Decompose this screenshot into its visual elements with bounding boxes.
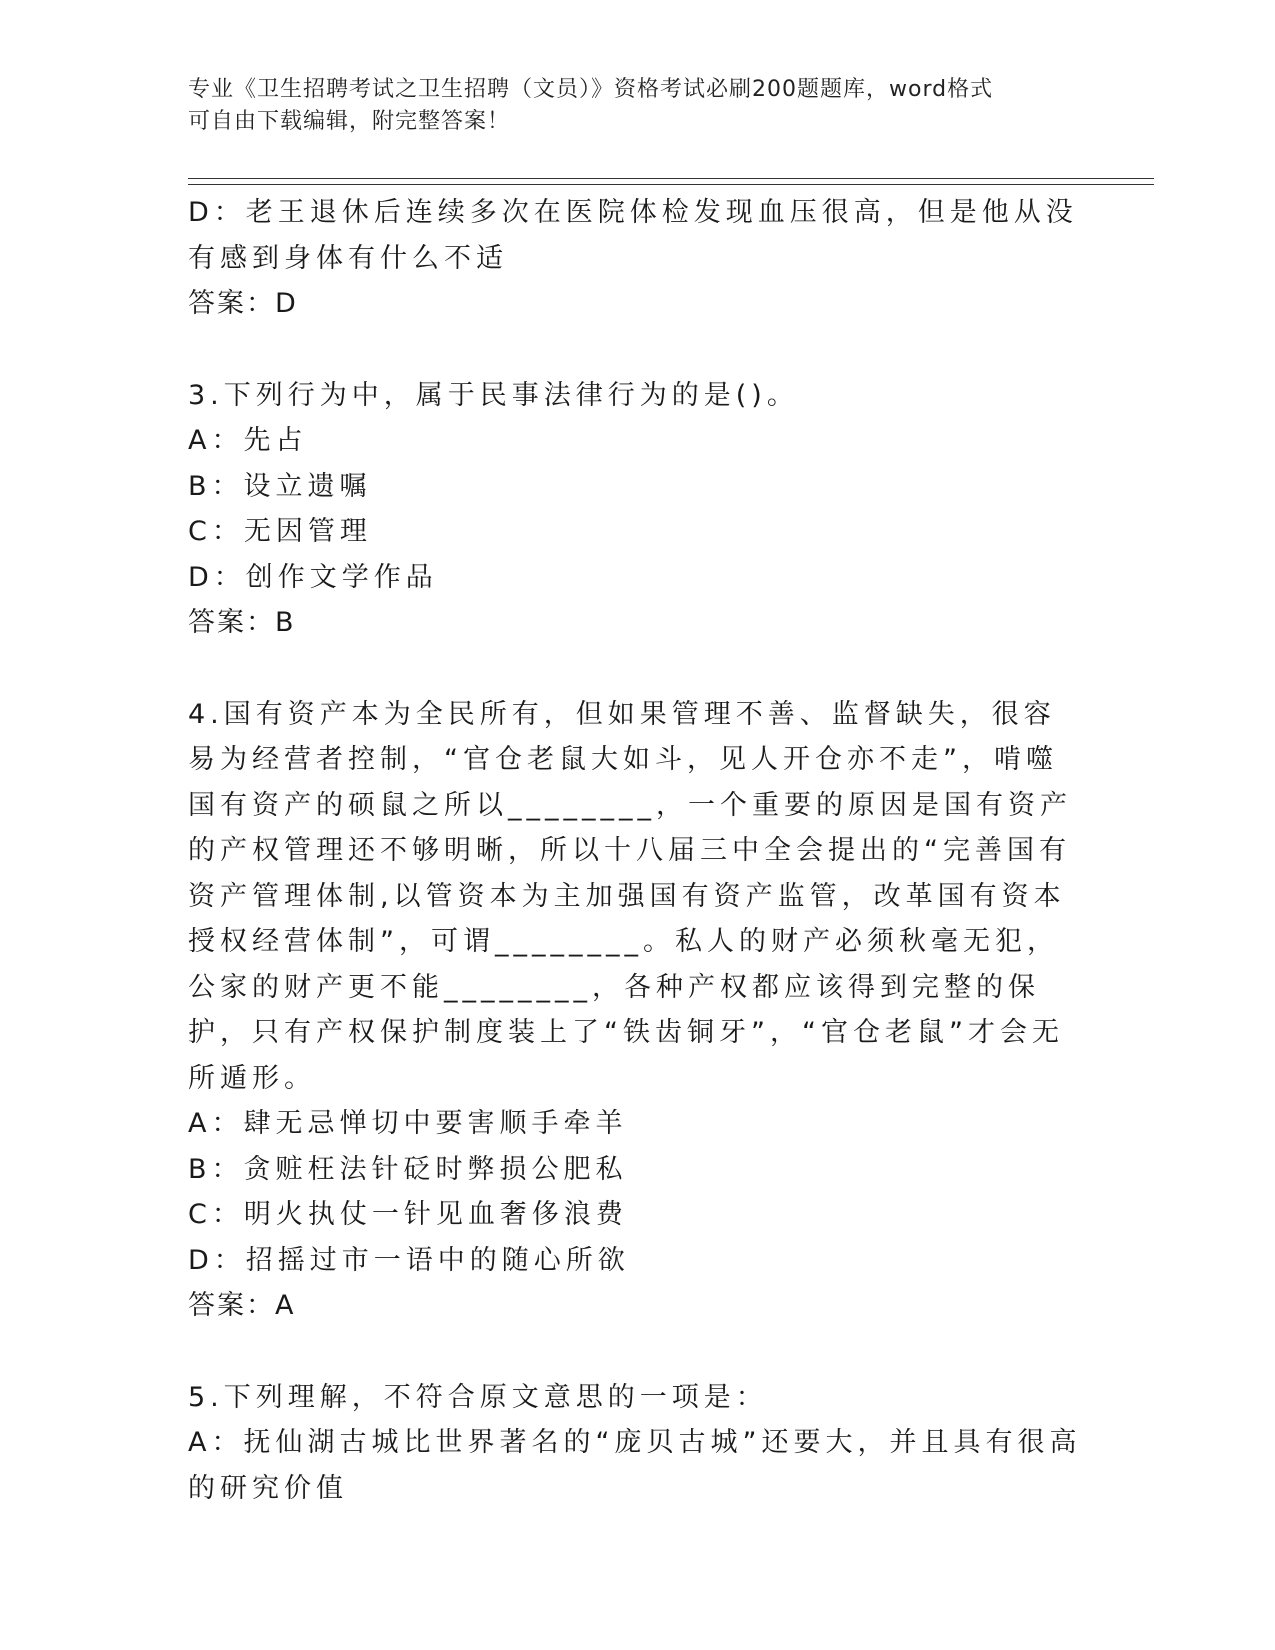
question-5 xyxy=(188,1375,1083,1512)
q4-option-a: A：肆无忌惮切中要害顺手牵羊 xyxy=(188,1108,628,1139)
q3-stem: 3.下列行为中，属于民事法律行为的是()。 xyxy=(188,379,799,411)
spacer xyxy=(188,1329,1083,1375)
q3-option-d: D：创作文学作品 xyxy=(188,561,438,593)
document-header xyxy=(188,74,1068,138)
question-3 xyxy=(188,373,1083,646)
q4-stem: 4.国有资产本为全民所有，但如果管理不善、监督缺失，很容易为经营者控制，“官仓老鼠大如斗，见人开仓亦不走”，啃噬国有资产的硕鼠之所以________，一个重要的原因是国有资产的产权管理还不够明晰，所以十八届三中全会提出的“完善国有资产管理体制,以管资本为主加强国有资产监管，改革国有资本授权经营体制”，可谓________。私人的财产必须秋毫无犯，公家的财产更不能________，各种产权都应该得到完整的保护，只有产权保护制度装上了“铁齿铜牙”，“官仓老鼠”才会无所遁形。 xyxy=(188,698,1072,1094)
q3-answer: 答案：B xyxy=(188,607,296,638)
question-4 xyxy=(188,692,1083,1329)
q2-option-d: D：老王退休后连续多次在医院体检发现血压很高，但是他从没有感到身体有什么不适 xyxy=(188,197,1078,274)
q5-option-a: A：抚仙湖古城比世界著名的“庞贝古城”还要大，并且具有很高的研究价值 xyxy=(188,1427,1082,1504)
q3-option-a: A：先占 xyxy=(188,425,308,456)
q5-stem: 5.下列理解，不符合原文意思的一项是： xyxy=(188,1381,768,1413)
spacer xyxy=(188,646,1083,692)
q4-answer: 答案：A xyxy=(188,1290,296,1321)
q2-answer: 答案：D xyxy=(188,288,298,319)
q3-option-c: C：无因管理 xyxy=(188,516,372,547)
header-divider xyxy=(188,178,1154,185)
q4-option-b: B：贪赃枉法针砭时弊损公肥私 xyxy=(188,1153,628,1185)
spacer xyxy=(188,327,1083,373)
question-2-tail xyxy=(188,190,1083,327)
q4-option-c: C：明火执仗一针见血奢侈浪费 xyxy=(188,1199,628,1230)
header-title-line-2: 可自由下载编辑，附完整答案！ xyxy=(188,109,511,134)
question-content xyxy=(188,190,1083,1511)
q3-option-b: B：设立遗嘱 xyxy=(188,470,372,502)
header-title-line-1: 专业《卫生招聘考试之卫生招聘（文员）》资格考试必刷200题题库，word格式 xyxy=(188,77,994,102)
q4-option-d: D：招摇过市一语中的随心所欲 xyxy=(188,1244,630,1276)
